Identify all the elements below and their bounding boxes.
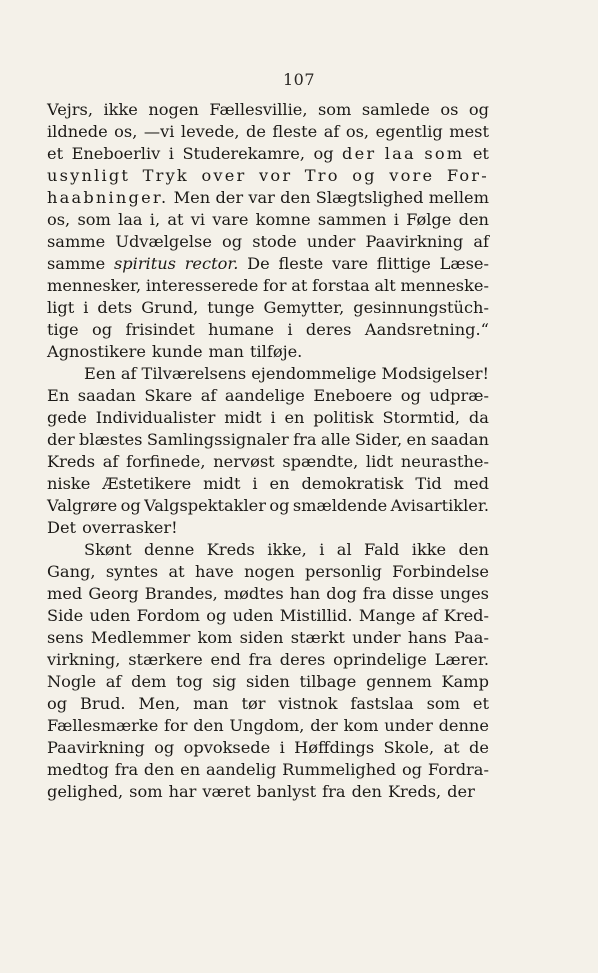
- text-line: [47, 671, 489, 693]
- word: den: [143, 760, 175, 779]
- word: man: [193, 694, 229, 713]
- word: Tilværelsens: [141, 364, 247, 383]
- word: Mistillid.: [279, 606, 353, 625]
- word: siden: [239, 628, 284, 647]
- word: og: [352, 166, 377, 185]
- word: Individualister: [95, 408, 216, 427]
- word: over: [201, 166, 247, 185]
- word: Tid: [415, 474, 442, 493]
- word: ikke,: [267, 540, 307, 559]
- word: Fordra-: [427, 760, 489, 779]
- word: et: [47, 144, 64, 163]
- word: fleste: [278, 254, 324, 273]
- word: den: [458, 540, 489, 559]
- word: Kreds: [206, 540, 255, 559]
- word: komne: [255, 210, 311, 229]
- word: sammen: [317, 210, 387, 229]
- word: og: [400, 386, 421, 405]
- word: politisk: [313, 408, 374, 427]
- word: af: [473, 232, 489, 251]
- word: Kreds,: [387, 782, 442, 801]
- word: af: [105, 672, 122, 691]
- word: Stormtid,: [382, 408, 461, 427]
- text-line: [47, 385, 489, 407]
- word: tør: [241, 694, 266, 713]
- word: hans: [407, 628, 447, 647]
- word: de: [469, 738, 489, 757]
- page-number: 107: [282, 70, 316, 89]
- word: Ungdom,: [229, 716, 305, 735]
- word: da: [468, 408, 489, 427]
- word: smældende: [292, 496, 388, 515]
- word: Brandes,: [144, 584, 218, 603]
- text-line: [47, 451, 489, 473]
- word: rector.: [184, 254, 239, 273]
- word: den: [458, 210, 489, 229]
- word: en: [269, 474, 290, 493]
- text-line: [47, 781, 489, 803]
- word: og: [468, 100, 489, 119]
- word: under: [352, 628, 401, 647]
- word: ejendommelige: [251, 364, 377, 383]
- word: gesinnungstüch-: [353, 298, 489, 317]
- word: de: [245, 122, 266, 141]
- word: Høffdings: [294, 738, 375, 757]
- word: vare: [212, 210, 249, 229]
- word: Vejrs,: [47, 100, 93, 119]
- word: oprindelige: [333, 650, 427, 669]
- word: der: [215, 188, 244, 207]
- word: haabninger.: [47, 188, 169, 207]
- word: blæstes: [79, 430, 143, 449]
- word: Udvælgelse: [115, 232, 212, 251]
- word: fra: [248, 650, 272, 669]
- word: stærkere: [128, 650, 203, 669]
- word: i: [252, 474, 258, 493]
- word: Men,: [138, 694, 181, 713]
- word: demokratisk: [301, 474, 404, 493]
- word: i: [270, 408, 276, 427]
- word: i: [319, 540, 325, 559]
- word: Studerekamre,: [182, 144, 305, 163]
- word: tunge: [207, 298, 255, 317]
- text-line: [47, 759, 489, 781]
- word: niske: [47, 474, 91, 493]
- word: Paavirkning: [365, 232, 464, 251]
- word: Grund,: [141, 298, 199, 317]
- word: Nogle: [47, 672, 97, 691]
- word: vare: [331, 254, 369, 273]
- word: tige: [47, 320, 79, 339]
- text-line: [47, 275, 489, 297]
- text-line: [47, 209, 489, 231]
- word: Slægtslighed: [315, 188, 424, 207]
- word: spiritus: [113, 254, 176, 273]
- word: banlyst: [256, 782, 317, 801]
- word: vore: [389, 166, 435, 185]
- word: med: [47, 584, 83, 603]
- word: —vi: [143, 122, 175, 141]
- word: os,: [345, 122, 370, 141]
- word: have: [194, 562, 234, 581]
- text-line: [47, 143, 489, 165]
- word: ligt: [47, 298, 75, 317]
- word: under: [306, 232, 356, 251]
- text-line: [47, 693, 489, 715]
- word: uden: [89, 606, 131, 625]
- word: kom: [343, 716, 379, 735]
- word: os: [440, 100, 459, 119]
- word: gelighed,: [47, 782, 124, 801]
- word: Eneboere: [313, 386, 393, 405]
- word: stærkt: [290, 628, 345, 647]
- word: midt: [224, 408, 262, 427]
- word: og: [313, 144, 334, 163]
- word: Valgrøre: [47, 496, 118, 515]
- word: kom: [197, 628, 233, 647]
- word: denne: [143, 540, 195, 559]
- word: vistnok: [278, 694, 338, 713]
- body-text: [47, 99, 489, 803]
- word: alle: [320, 430, 351, 449]
- word: i,: [149, 210, 161, 229]
- word: saadan: [77, 386, 136, 405]
- text-line: [47, 737, 489, 759]
- text-line: [47, 99, 489, 121]
- word: personlig: [304, 562, 382, 581]
- word: Tro: [304, 166, 340, 185]
- word: overrasker!: [82, 518, 178, 537]
- word: og: [222, 232, 243, 251]
- word: at: [291, 276, 308, 295]
- word: syntes: [105, 562, 159, 581]
- word: neurasthe-: [400, 452, 489, 471]
- word: i: [393, 210, 399, 229]
- text-line: [47, 231, 489, 253]
- word: gede: [47, 408, 87, 427]
- word: frisindet: [125, 320, 195, 339]
- text-line: [47, 429, 489, 451]
- word: laa: [118, 210, 143, 229]
- word: som: [424, 144, 465, 163]
- word: Skønt: [84, 540, 132, 559]
- text-line: [47, 649, 489, 671]
- word: gennem: [366, 672, 432, 691]
- word: virkning,: [47, 650, 121, 669]
- word: unges: [439, 584, 489, 603]
- word: at: [167, 210, 184, 229]
- word: sig: [212, 672, 237, 691]
- word: tilføje.: [249, 342, 303, 361]
- word: af: [323, 122, 340, 141]
- word: forfinede,: [126, 452, 206, 471]
- word: Rummelighed: [282, 760, 397, 779]
- word: vor: [259, 166, 293, 185]
- word: fra: [114, 760, 139, 779]
- word: Det: [47, 518, 77, 537]
- word: Skare: [144, 386, 193, 405]
- text-line: [47, 539, 489, 561]
- word: Side: [47, 606, 84, 625]
- word: interesserede: [145, 276, 259, 295]
- text-line: [47, 363, 489, 385]
- word: en: [180, 760, 201, 779]
- word: egentlig: [375, 122, 443, 141]
- word: Agnostikere: [47, 342, 146, 361]
- word: og: [120, 496, 141, 515]
- word: Læse-: [439, 254, 489, 273]
- text-line: [47, 473, 489, 495]
- word: af: [200, 386, 217, 405]
- word: at: [443, 738, 460, 757]
- word: samme: [47, 254, 106, 273]
- word: med: [453, 474, 489, 493]
- word: den: [280, 188, 311, 207]
- word: Tryk: [142, 166, 189, 185]
- text-line: [47, 583, 489, 605]
- word: Kreds: [47, 452, 96, 471]
- word: Georg: [88, 584, 139, 603]
- word: al: [336, 540, 352, 559]
- word: i: [168, 144, 174, 163]
- word: Kred-: [443, 606, 489, 625]
- word: denne: [438, 716, 489, 735]
- word: ikke: [103, 100, 138, 119]
- word: for: [263, 276, 287, 295]
- word: fastslaa: [350, 694, 414, 713]
- word: som: [77, 210, 111, 229]
- word: fra: [362, 584, 387, 603]
- text-line: [47, 341, 489, 363]
- word: end: [210, 650, 241, 669]
- word: en: [406, 430, 427, 449]
- word: han: [289, 584, 321, 603]
- word: af: [120, 364, 137, 383]
- word: mødtes: [223, 584, 284, 603]
- word: Aandsretning.“: [364, 320, 489, 339]
- word: Gang,: [47, 562, 96, 581]
- word: uden: [232, 606, 274, 625]
- word: De: [247, 254, 270, 273]
- word: disse: [392, 584, 434, 603]
- word: siden: [245, 672, 290, 691]
- word: der: [447, 782, 475, 801]
- word: Avisartikler.: [390, 496, 489, 515]
- word: deres: [305, 320, 352, 339]
- text-line: [47, 715, 489, 737]
- word: nervøst: [213, 452, 275, 471]
- text-line: [47, 495, 489, 517]
- word: vi: [190, 210, 206, 229]
- word: mennesker,: [47, 276, 142, 295]
- word: mellem: [428, 188, 489, 207]
- word: forstaa: [312, 276, 370, 295]
- text-line: [47, 319, 489, 341]
- word: Sider,: [354, 430, 403, 449]
- word: i: [83, 298, 89, 317]
- word: os,: [47, 210, 71, 229]
- word: Fællesvillie,: [209, 100, 308, 119]
- word: har: [168, 782, 197, 801]
- word: Gemytter,: [263, 298, 345, 317]
- word: udpræ-: [429, 386, 489, 405]
- word: og: [269, 496, 290, 515]
- word: stode: [252, 232, 297, 251]
- text-line: [47, 121, 489, 143]
- word: ildnede: [47, 122, 108, 141]
- word: i: [279, 738, 285, 757]
- word: mest: [449, 122, 489, 141]
- word: nogen: [244, 562, 295, 581]
- word: Æstetikere: [102, 474, 192, 493]
- word: Fællesmærke: [47, 716, 159, 735]
- text-line: [47, 407, 489, 429]
- word: fleste: [272, 122, 318, 141]
- word: Skole,: [383, 738, 435, 757]
- word: nogen: [148, 100, 199, 119]
- word: Eneboerliv: [71, 144, 161, 163]
- word: og: [92, 320, 113, 339]
- word: flittige: [376, 254, 431, 273]
- word: og: [154, 738, 175, 757]
- word: og: [47, 694, 68, 713]
- word: midt: [203, 474, 241, 493]
- word: for: [164, 716, 188, 735]
- word: der: [342, 144, 377, 163]
- word: som: [317, 100, 352, 119]
- word: var: [248, 188, 275, 207]
- word: et: [472, 694, 489, 713]
- word: af: [421, 606, 438, 625]
- word: humane: [208, 320, 274, 339]
- text-line: [47, 561, 489, 583]
- word: været: [202, 782, 251, 801]
- word: Følge: [406, 210, 452, 229]
- word: Fordom: [136, 606, 200, 625]
- text-line: [47, 605, 489, 627]
- word: en: [284, 408, 305, 427]
- word: Paa-: [453, 628, 489, 647]
- text-line: [47, 517, 489, 539]
- word: tog: [176, 672, 203, 691]
- word: medtog: [47, 760, 109, 779]
- word: dog: [326, 584, 357, 603]
- word: opvoksede: [183, 738, 271, 757]
- word: samlede: [361, 100, 430, 119]
- word: Forbindelse: [392, 562, 489, 581]
- word: Medlemmer: [90, 628, 191, 647]
- word: under: [384, 716, 433, 735]
- word: alt: [374, 276, 396, 295]
- word: og: [206, 606, 227, 625]
- word: Valgspektakler: [144, 496, 266, 515]
- word: Mange: [358, 606, 416, 625]
- word: dets: [97, 298, 133, 317]
- text-line: [47, 165, 489, 187]
- word: Lærer.: [434, 650, 489, 669]
- word: saadan: [430, 430, 489, 449]
- word: af: [102, 452, 119, 471]
- word: samme: [47, 232, 106, 251]
- word: For-: [446, 166, 489, 185]
- word: Modsigelser!: [381, 364, 489, 383]
- word: et: [472, 144, 489, 163]
- word: levede,: [180, 122, 240, 141]
- word: Kamp: [441, 672, 489, 691]
- text-line: [47, 627, 489, 649]
- word: ikke: [411, 540, 447, 559]
- word: at: [168, 562, 185, 581]
- word: kunde: [151, 342, 203, 361]
- word: man: [208, 342, 244, 361]
- text-line: [47, 297, 489, 319]
- word: Men: [173, 188, 211, 207]
- text-line: [47, 253, 489, 275]
- word: Samlingssignaler: [146, 430, 289, 449]
- word: der: [310, 716, 338, 735]
- word: Paavirkning: [47, 738, 145, 757]
- word: spændte,: [282, 452, 359, 471]
- word: den: [351, 782, 382, 801]
- word: tilbage: [299, 672, 357, 691]
- word: usynligt: [47, 166, 131, 185]
- word: deres: [279, 650, 326, 669]
- word: aandelige: [224, 386, 305, 405]
- word: Een: [84, 364, 116, 383]
- word: os,: [114, 122, 138, 141]
- word: der: [47, 430, 75, 449]
- word: En: [47, 386, 70, 405]
- word: Fald: [364, 540, 400, 559]
- word: i: [287, 320, 293, 339]
- word: og: [401, 760, 423, 779]
- word: laa: [384, 144, 416, 163]
- word: menneske-: [400, 276, 489, 295]
- word: lidt: [365, 452, 394, 471]
- text-line: [47, 187, 489, 209]
- word: den: [193, 716, 224, 735]
- word: som: [426, 694, 460, 713]
- word: som: [129, 782, 163, 801]
- word: Brud.: [80, 694, 126, 713]
- word: aandelig: [205, 760, 277, 779]
- word: sens: [47, 628, 84, 647]
- word: fra: [322, 782, 346, 801]
- word: dem: [131, 672, 167, 691]
- word: fra: [293, 430, 317, 449]
